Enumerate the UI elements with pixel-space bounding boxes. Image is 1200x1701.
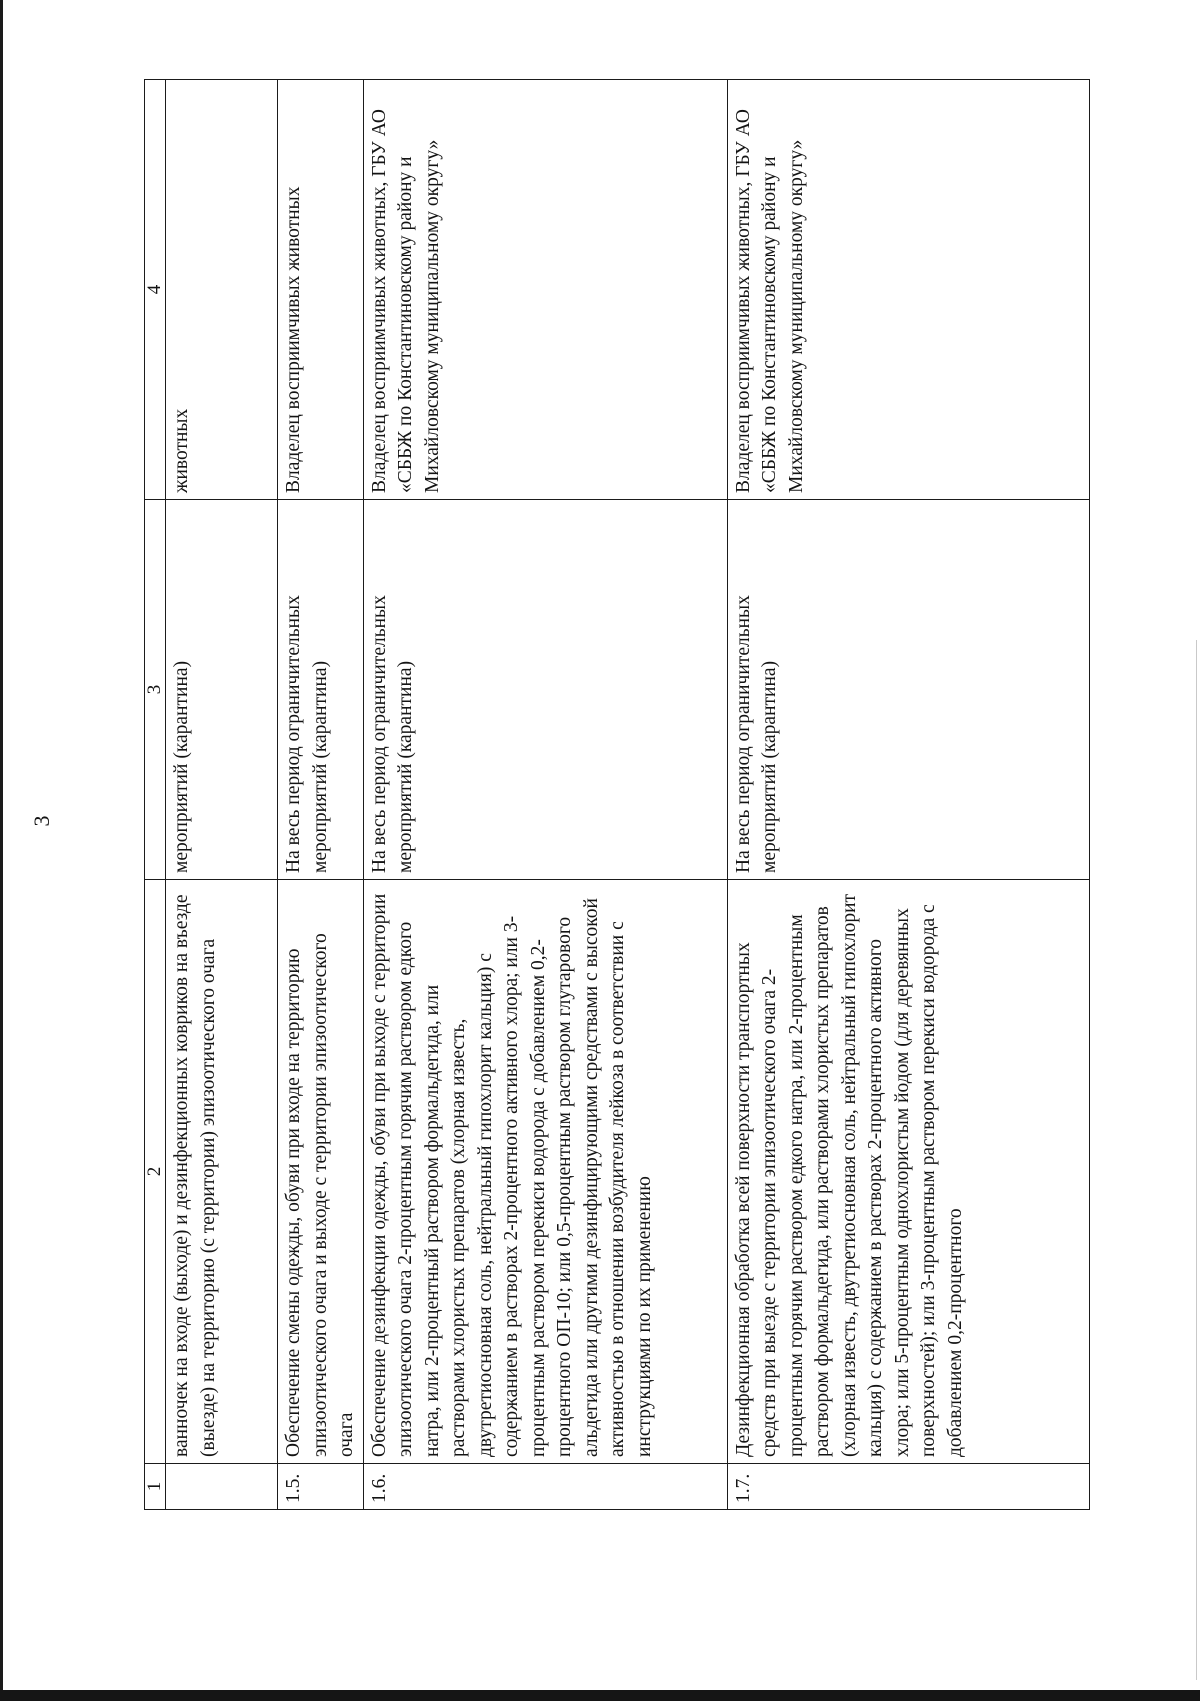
measures-table — [144, 79, 1090, 1510]
table-row — [166, 80, 278, 1510]
table-row — [363, 80, 727, 1510]
scan-edge-left — [0, 0, 3, 1701]
term-cell: мероприятий (карантина) — [166, 500, 278, 880]
row-number: 1.7. — [727, 1464, 1090, 1510]
measure-cell: Обеспечение смены одежды, обуви при входе на территорию эпизоотического очага и выходе с территории эпизоотического очага — [278, 880, 364, 1464]
responsible-cell: Владелец восприимчивых животных, ГБУ АО «СББЖ по Константиновскому району и Михайловскому муниципальному округу» — [363, 80, 727, 500]
table-row — [278, 80, 364, 1510]
responsible-cell: Владелец восприимчивых животных, ГБУ АО «СББЖ по Константиновскому району и Михайловскому муниципальному округу» — [727, 80, 1090, 500]
header-col-2: 2 — [145, 880, 166, 1464]
rotated-table — [144, 80, 1090, 1510]
header-col-1: 1 — [145, 1464, 166, 1510]
row-number: 1.6. — [363, 1464, 727, 1510]
row-number: 1.5. — [278, 1464, 364, 1510]
row-number — [166, 1464, 278, 1510]
term-cell: На весь период ограничительных мероприятий (карантина) — [363, 500, 727, 880]
scan-edge-bottom — [0, 1690, 1200, 1701]
measure-cell: Обеспечение дезинфекции одежды, обуви при выходе с территории эпизоотического очага 2-процентным горячим раствором едкого натра, или 2-процентный раствором формальдегида, или растворами хлористых препаратов (хлорная известь, двутретиосновная соль, нейтральный гипохлорит кальция) с содержанием в растворах 2-процентного активного хлора; или 3-процентным раствором перекиси водорода с добавлением 0,2-процентного ОП-10; или 0,5-процентным раствором глутарового альдегида или другими дезинфицирующими средствами с высокой активностью в отношении возбудителя лейкоза в соответствии с инструкциями по их применению — [363, 880, 727, 1464]
responsible-cell: животных — [166, 80, 278, 500]
table-header-row — [145, 80, 166, 1510]
measures-table-container — [144, 80, 1200, 1503]
header-col-3: 3 — [145, 500, 166, 880]
measure-cell: ванночек на входе (выходе) и дезинфекционных ковриков на въезде (выезде) на территорию (с территории) эпизоотического очага — [166, 880, 278, 1464]
measure-cell: Дезинфекционная обработка всей поверхности транспортных средств при выезде с территории эпизоотического очага 2-процентным горячим раствором едкого натра, или 2-процентным раствором формальдегида, или растворами хлористых препаратов (хлорная известь, двутретиосновная соль, нейтральный гипохлорит кальция) с содержанием в растворах 2-процентного активного хлора; или 5-процентным однохлористым йодом (для деревянных поверхностей); или 3-процентным раствором перекиси водорода с добавлением 0,2-процентного — [727, 880, 1090, 1464]
header-col-4: 4 — [145, 80, 166, 500]
page-number: 3 — [29, 815, 54, 827]
term-cell: На весь период ограничительных мероприятий (карантина) — [727, 500, 1090, 880]
responsible-cell: Владелец восприимчивых животных — [278, 80, 364, 500]
term-cell: На весь период ограничительных мероприятий (карантина) — [278, 500, 364, 880]
table-row — [727, 80, 1090, 1510]
